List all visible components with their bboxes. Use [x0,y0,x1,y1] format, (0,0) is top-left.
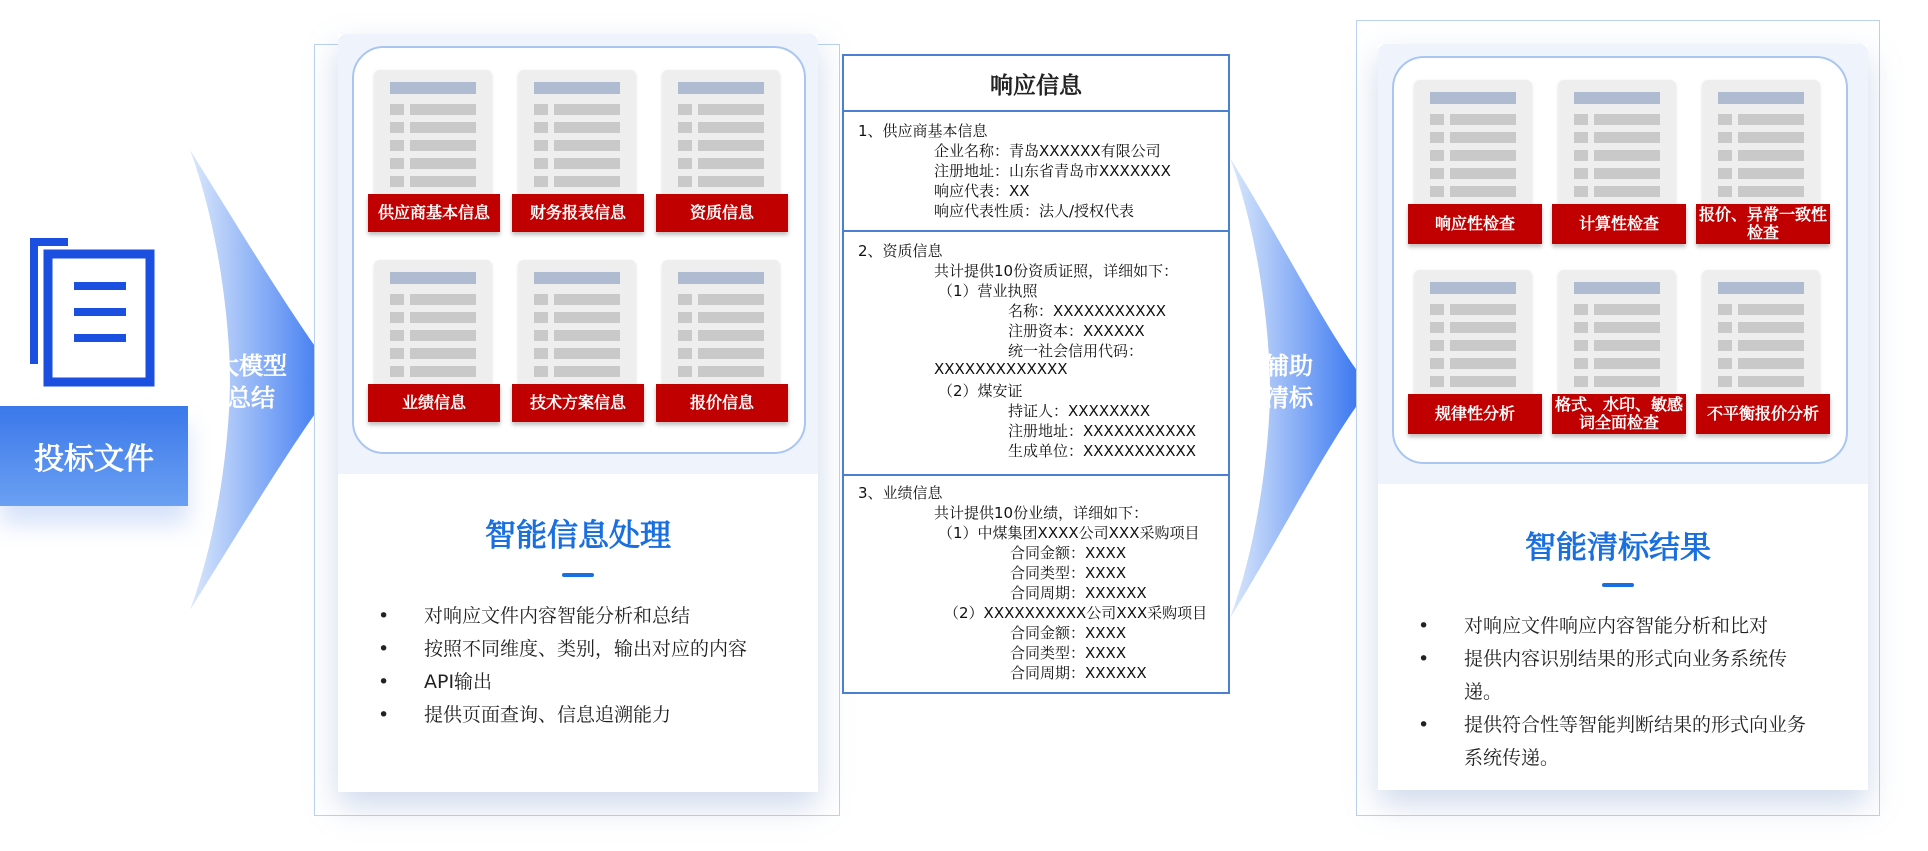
panel1-doc-card [662,70,780,206]
section3-intro: 共计提供10份业绩，详细如下： [934,504,1149,522]
panel2-tag: 规律性分析 [1408,394,1542,434]
section1-heading: 1、供应商基本信息 [858,122,988,140]
panel1-tag: 资质信息 [656,194,788,232]
section2-line: 统一社会信用代码： [1008,342,1144,360]
input-document-label: 投标文件 [0,406,188,506]
section1-line: 响应代表性质：法人/授权代表 [934,202,1135,220]
panel1-tag: 业绩信息 [368,384,500,422]
section2-heading: 2、资质信息 [858,242,943,260]
arrow2-label-line1: 辅助 [1265,352,1313,380]
section2-intro: 共计提供10份资质证照，详细如下： [934,262,1179,280]
response-section-2 [844,232,1228,476]
section2-line: 持证人：XXXXXXXX [1008,402,1151,420]
panel2-title: 智能清标结果 [1525,530,1711,566]
panel1-title-underline [562,573,594,577]
arrow1-label-line2: 总结 [227,384,275,412]
panel1-doc-card [662,260,780,396]
panel2-tag: 格式、水印、敏感词全面检查 [1552,394,1686,434]
panel1-bullet-list [378,600,798,732]
section1-line: 企业名称：青岛XXXXXX有限公司 [934,142,1161,160]
panel1-doc-card [518,70,636,206]
arrow2-label-line2: 清标 [1265,384,1313,412]
panel1-tag: 供应商基本信息 [368,194,500,232]
section3-line: 合同金额：XXXX [1010,624,1127,642]
panel1-title: 智能信息处理 [485,518,671,554]
list-item: • 提供符合性等智能判断结果的形式向业务系统传递。 [1418,709,1818,775]
response-section-1 [844,112,1228,232]
section1-line: 响应代表：XX [934,182,1030,200]
section3-item2: （2）XXXXXXXXXX公司XXX采购项目 [944,604,1208,622]
section3-line: 合同周期：XXXXXX [1010,584,1147,602]
panel1-doc-card [374,260,492,396]
response-section-3 [844,476,1228,690]
section3-heading: 3、业绩信息 [858,484,943,502]
panel2-title-underline [1602,583,1634,587]
arrow1-label-line1: 大模型 [215,352,287,380]
section2-line: 生成单位：XXXXXXXXXXX [1008,442,1197,460]
panel2-doc-card [1558,80,1676,216]
section2-line: 注册地址：XXXXXXXXXXX [1008,422,1197,440]
panel2-tag: 报价、异常一致性检查 [1696,204,1830,244]
panel1-doc-card [374,70,492,206]
panel2-tag: 计算性检查 [1552,204,1686,244]
list-item: • 对响应文件内容智能分析和总结 [378,600,798,633]
panel1-tag: 技术方案信息 [512,384,644,422]
panel1-tag: 财务报表信息 [512,194,644,232]
panel2-tag: 不平衡报价分析 [1696,394,1830,434]
section2-item2: （2）煤安证 [938,382,1023,400]
list-item: • 按照不同维度、类别，输出对应的内容 [378,633,798,666]
document-icon [28,236,158,396]
section2-line: 名称：XXXXXXXXXXX [1008,302,1167,320]
panel1-doc-card [518,260,636,396]
list-item: • 对响应文件响应内容智能分析和比对 [1418,610,1818,643]
panel2-bullet-list [1418,610,1818,775]
section3-line: 合同类型：XXXX [1010,644,1127,662]
panel2-doc-card [1414,270,1532,406]
panel2-doc-card [1558,270,1676,406]
list-item: • API输出 [378,666,798,699]
section2-line: 注册资本：XXXXXX [1008,322,1145,340]
response-info-document [842,54,1230,694]
section2-item1: （1）营业执照 [938,282,1038,300]
section2-code: XXXXXXXXXXXXX [934,360,1068,378]
section3-line: 合同周期：XXXXXX [1010,664,1147,682]
panel2-tag: 响应性检查 [1408,204,1542,244]
section3-item1: （1）中煤集团XXXX公司XXX采购项目 [938,524,1200,542]
response-header: 响应信息 [844,56,1228,112]
panel2-doc-card [1702,80,1820,216]
section1-line: 注册地址：山东省青岛市XXXXXXX [934,162,1171,180]
panel2-doc-card [1414,80,1532,216]
section3-line: 合同金额：XXXX [1010,544,1127,562]
panel1-tag: 报价信息 [656,384,788,422]
list-item: • 提供内容识别结果的形式向业务系统传递。 [1418,643,1818,709]
panel2-doc-card [1702,270,1820,406]
list-item: • 提供页面查询、信息追溯能力 [378,699,798,732]
section3-line: 合同类型：XXXX [1010,564,1127,582]
